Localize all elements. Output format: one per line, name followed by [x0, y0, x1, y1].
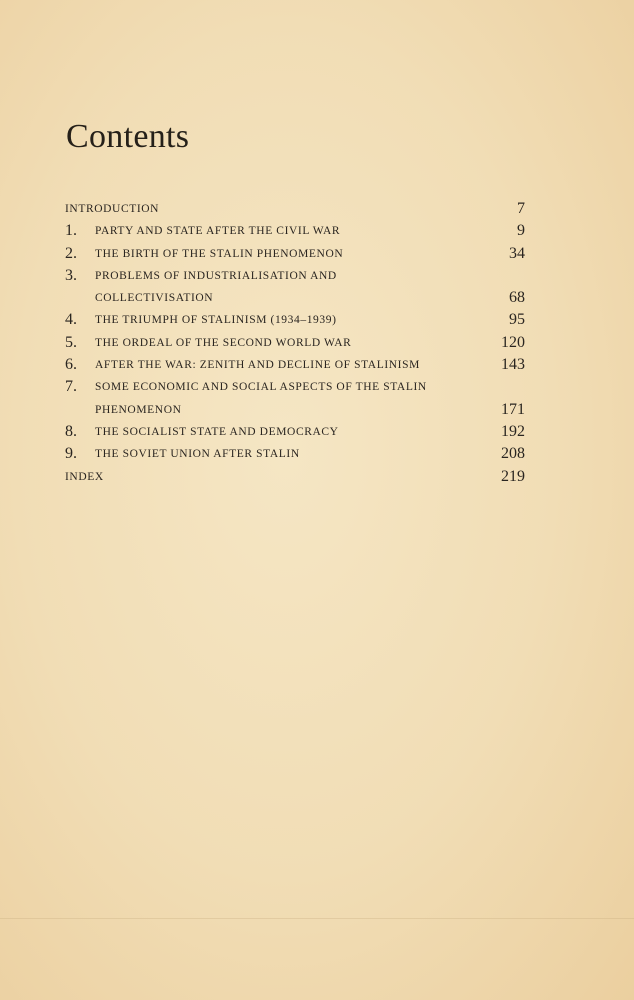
toc-entry-number: 4. [65, 311, 77, 329]
toc-entry-chapter-2 [65, 243, 525, 265]
toc-entry-label: THE ORDEAL OF THE SECOND WORLD WAR [95, 336, 352, 349]
toc-entry-page: 7 [517, 200, 525, 217]
toc-entry-number: 3. [65, 266, 77, 284]
toc-entry-page: 68 [509, 289, 525, 307]
toc-entry-label: AFTER THE WAR: ZENITH AND DECLINE OF STALINISM [95, 359, 420, 372]
toc-entry-number: 8. [65, 422, 77, 440]
toc-entry-label: PROBLEMS OF INDUSTRIALISATION AND [95, 269, 337, 282]
toc-entry-label: INTRODUCTION [65, 203, 160, 215]
toc-entry-number: 5. [65, 333, 77, 351]
toc-entry-page: 95 [509, 311, 525, 329]
toc-entry-chapter-5 [65, 332, 525, 354]
toc-entry-number: 9. [65, 445, 77, 463]
toc-entry-chapter-7-continued [65, 399, 525, 421]
toc-entry-page: 143 [501, 356, 525, 374]
page-title: Contents [66, 118, 190, 155]
toc-entry-index [65, 466, 525, 488]
toc-entry-page: 171 [501, 400, 525, 418]
toc-entry-label: THE BIRTH OF THE STALIN PHENOMENON [95, 247, 344, 260]
toc-entry-label: COLLECTIVISATION [95, 292, 214, 305]
toc-entry-number: 1. [65, 222, 77, 240]
toc-entry-chapter-8 [65, 421, 525, 443]
toc-entry-page: 9 [517, 222, 525, 240]
toc-entry-page: 34 [509, 244, 525, 262]
toc-entry-page: 120 [501, 333, 525, 351]
toc-entry-label: PHENOMENON [95, 403, 182, 416]
toc-entry-label: PARTY AND STATE AFTER THE CIVIL WAR [95, 225, 341, 238]
toc-entry-chapter-3 [65, 265, 525, 287]
toc-entry-label: THE SOVIET UNION AFTER STALIN [95, 448, 300, 461]
toc-entry-chapter-7 [65, 376, 525, 398]
toc-entry-chapter-1 [65, 220, 525, 242]
toc-entry-page: 208 [501, 445, 525, 463]
toc-entry-number: 6. [65, 356, 77, 374]
toc-entry-label: THE SOCIALIST STATE AND DEMOCRACY [95, 425, 339, 438]
page-crease [0, 918, 634, 919]
toc-entry-introduction [65, 198, 525, 220]
table-of-contents [65, 198, 525, 488]
toc-entry-chapter-6 [65, 354, 525, 376]
toc-entry-chapter-4 [65, 309, 525, 331]
toc-entry-label: SOME ECONOMIC AND SOCIAL ASPECTS OF THE STALIN [95, 381, 427, 394]
toc-entry-number: 2. [65, 244, 77, 262]
toc-entry-label: INDEX [65, 470, 104, 483]
toc-entry-label: THE TRIUMPH OF STALINISM (1934–1939) [95, 314, 337, 327]
toc-entry-chapter-3-continued [65, 287, 525, 309]
toc-entry-page: 192 [501, 422, 525, 440]
toc-entry-page: 219 [501, 467, 525, 485]
toc-entry-number: 7. [65, 378, 77, 396]
toc-entry-chapter-9 [65, 443, 525, 465]
